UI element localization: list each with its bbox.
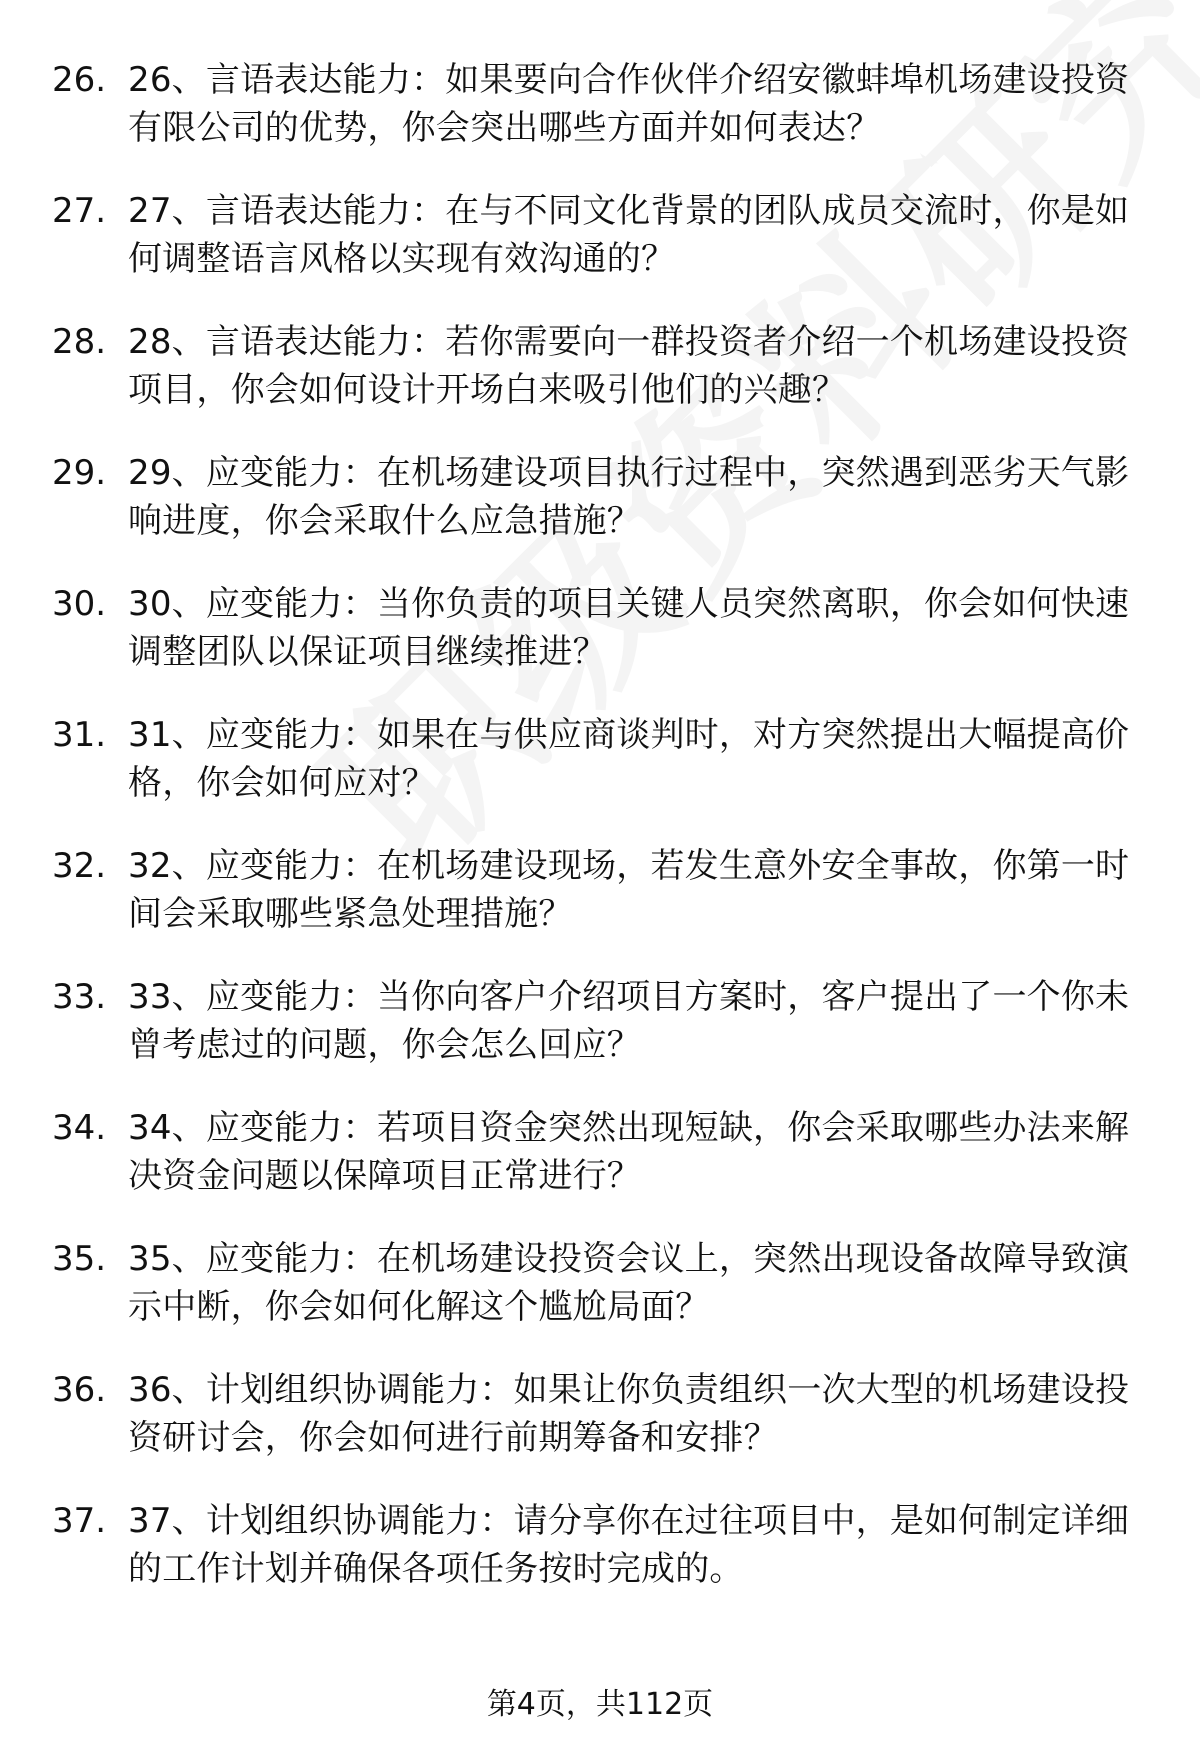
item-number: 30. — [52, 584, 107, 624]
item-number: 28. — [52, 322, 107, 362]
list-item — [0, 973, 1200, 1104]
item-number: 36. — [52, 1370, 107, 1410]
list-item — [0, 449, 1200, 580]
list-item — [0, 580, 1200, 711]
list-item — [0, 1104, 1200, 1235]
item-number: 37. — [52, 1501, 107, 1541]
list-item — [0, 711, 1200, 842]
list-item — [0, 1235, 1200, 1366]
item-text: 26、言语表达能力：如果要向合作伙伴介绍安徽蚌埠机场建设投资有限公司的优势，你会突出哪些方面并如何表达？ — [128, 60, 1130, 148]
list-item — [0, 318, 1200, 449]
item-number: 33. — [52, 977, 107, 1017]
item-number: 32. — [52, 846, 107, 886]
item-text: 35、应变能力：在机场建设投资会议上，突然出现设备故障导致演示中断，你会如何化解这个尴尬局面？ — [128, 1239, 1130, 1327]
list-item — [0, 56, 1200, 187]
item-text: 37、计划组织协调能力：请分享你在过往项目中，是如何制定详细的工作计划并确保各项任务按时完成的。 — [128, 1501, 1130, 1589]
item-text: 36、计划组织协调能力：如果让你负责组织一次大型的机场建设投资研讨会，你会如何进行前期筹备和安排？ — [128, 1370, 1130, 1458]
item-text: 33、应变能力：当你向客户介绍项目方案时，客户提出了一个你未曾考虑过的问题，你会怎么回应？ — [128, 977, 1130, 1065]
list-item — [0, 842, 1200, 973]
item-text: 27、言语表达能力：在与不同文化背景的团队成员交流时，你是如何调整语言风格以实现有效沟通的？ — [128, 191, 1130, 279]
item-number: 27. — [52, 191, 107, 231]
question-list — [0, 56, 1200, 1628]
item-number: 35. — [52, 1239, 107, 1279]
list-item — [0, 187, 1200, 318]
item-number: 31. — [52, 715, 107, 755]
list-item — [0, 1497, 1200, 1628]
item-number: 29. — [52, 453, 107, 493]
list-item — [0, 1366, 1200, 1497]
item-number: 26. — [52, 60, 107, 100]
item-text: 30、应变能力：当你负责的项目关键人员突然离职，你会如何快速调整团队以保证项目继续推进？ — [128, 584, 1130, 672]
item-text: 32、应变能力：在机场建设现场，若发生意外安全事故，你第一时间会采取哪些紧急处理措施？ — [128, 846, 1130, 934]
item-number: 34. — [52, 1108, 107, 1148]
item-text: 31、应变能力：如果在与供应商谈判时，对方突然提出大幅提高价格，你会如何应对？ — [128, 715, 1130, 803]
item-text: 29、应变能力：在机场建设项目执行过程中，突然遇到恶劣天气影响进度，你会采取什么应急措施？ — [128, 453, 1130, 541]
page-number-footer: 第4页，共112页 — [486, 1687, 714, 1722]
item-text: 34、应变能力：若项目资金突然出现短缺，你会采取哪些办法来解决资金问题以保障项目正常进行？ — [128, 1108, 1130, 1196]
item-text: 28、言语表达能力：若你需要向一群投资者介绍一个机场建设投资项目，你会如何设计开场白来吸引他们的兴趣？ — [128, 322, 1130, 410]
